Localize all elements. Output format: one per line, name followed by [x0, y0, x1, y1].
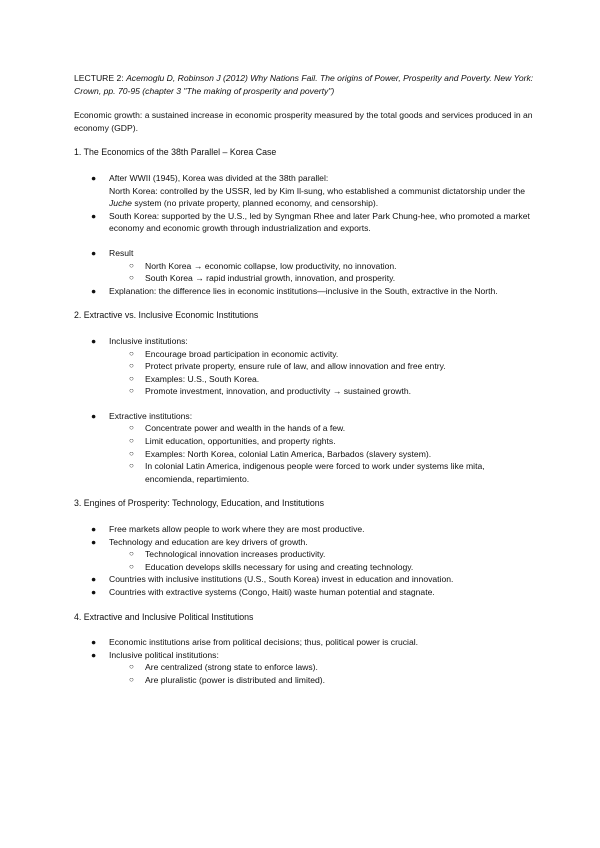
tech-education-text: Technology and education are key drivers of growth. [109, 536, 308, 547]
sub-bullet-icon: ○ [129, 662, 134, 672]
section-3-title: 3. Engines of Prosperity: Technology, Education, and Institutions [74, 498, 325, 509]
sub-bullet-icon: ○ [129, 461, 134, 471]
section-2-extractive-list [74, 410, 534, 486]
free-markets-text: Free markets allow people to work where they are most productive. [109, 524, 365, 535]
sub-bullet-icon: ○ [129, 273, 134, 283]
list-item [74, 460, 534, 485]
list-item [74, 661, 534, 674]
bullet-icon: ● [91, 410, 97, 421]
explanation-text: Explanation: the difference lies in economic institutions—inclusive in the South, extractive in the North. [109, 285, 498, 296]
north-korea-text-a: North Korea: controlled by the USSR, led by Kim Il-sung, who established a communist dictatorship under the [109, 185, 526, 196]
bullet-icon: ● [91, 335, 97, 346]
list-item [74, 172, 534, 210]
inclusive-item: Examples: U.S., South Korea. [145, 373, 260, 384]
section-1-result-list [74, 247, 534, 297]
list-item [74, 335, 534, 348]
list-item [74, 385, 534, 398]
extractive-countries-text: Countries with extractive systems (Congo, Haiti) waste human potential and stagnate. [109, 587, 435, 597]
sub-bullet-icon: ○ [129, 361, 134, 371]
inclusive-label: Inclusive institutions: [109, 335, 188, 346]
bullet-icon: ● [91, 172, 97, 183]
sub-bullet-icon: ○ [129, 561, 134, 571]
bullet-icon: ● [91, 210, 97, 221]
juche-term: Juche [109, 198, 132, 209]
sub-bullet-icon: ○ [129, 436, 134, 446]
north-korea-text [109, 185, 534, 210]
bullet-icon: ● [91, 524, 97, 535]
bullet-icon: ● [91, 649, 97, 660]
bullet-icon: ● [91, 574, 97, 585]
list-item [74, 674, 534, 687]
list-item [74, 636, 534, 649]
list-item [74, 210, 534, 235]
bullet-icon: ● [91, 637, 97, 648]
pluralistic-item: Are pluralistic (power is distributed and limited). [145, 674, 326, 685]
sub-bullet-icon: ○ [129, 260, 134, 270]
extractive-item: Examples: North Korea, colonial Latin America, Barbados (slavery system). [145, 448, 432, 459]
list-item [74, 272, 534, 285]
inclusive-political-label: Inclusive political institutions: [109, 649, 219, 660]
list-item [74, 373, 534, 386]
lecture-label: LECTURE 2: [74, 73, 127, 83]
sub-bullet-icon: ○ [129, 549, 134, 559]
section-1-list [74, 172, 534, 235]
sub-bullet-icon: ○ [129, 348, 134, 358]
bullet-icon: ● [91, 587, 97, 597]
list-item [74, 410, 534, 423]
section-1-title: 1. The Economics of the 38th Parallel – Korea Case [74, 147, 277, 158]
sub-bullet-icon: ○ [129, 448, 134, 458]
inclusive-item: Encourage broad participation in economic activity. [145, 348, 339, 359]
north-korea-text-b: system (no private property, planned economy, and censorship). [131, 198, 379, 209]
list-item [74, 285, 534, 298]
list-item [74, 435, 534, 448]
list-item [74, 586, 534, 599]
extractive-label: Extractive institutions: [109, 410, 193, 421]
sub-bullet-icon: ○ [129, 373, 134, 383]
intro-paragraph: Economic growth: a sustained increase in economic prosperity measured by the total goods and services produced in an economy (GDP). [74, 110, 533, 133]
list-item [74, 348, 534, 361]
lecture-citation: Acemoglu D, Robinson J (2012) Why Nations Fail. The origins of Power, Prosperity and Poverty. New York: Crown, pp. 70-95 (chapter 3 "The making of prosperity and poverty") [74, 73, 534, 96]
section-4-list [74, 636, 534, 686]
result-north-text: North Korea → economic collapse, low productivity, no innovation. [145, 260, 397, 271]
section-2-title: 2. Extractive vs. Inclusive Economic Institutions [74, 310, 259, 321]
education-item: Education develops skills necessary for using and creating technology. [145, 561, 414, 572]
sub-bullet-icon: ○ [129, 386, 134, 396]
result-south-text: South Korea → rapid industrial growth, innovation, and prosperity. [145, 273, 396, 284]
section-3-list [74, 523, 534, 599]
list-item [74, 422, 534, 435]
political-decisions-text: Economic institutions arise from political decisions; thus, political power is crucial. [109, 637, 419, 648]
extractive-item: Concentrate power and wealth in the hands of a few. [145, 423, 346, 434]
bullet-icon: ● [91, 247, 97, 258]
inclusive-countries-text: Countries with inclusive institutions (U.S., South Korea) invest in education and innovation. [109, 574, 454, 585]
south-korea-text: South Korea: supported by the U.S., led by Syngman Rhee and later Park Chung-hee, who promoted a market economy and economic growth through industrialization and exports. [109, 210, 530, 234]
list-item [74, 548, 534, 561]
list-item [74, 360, 534, 373]
sub-bullet-icon: ○ [129, 423, 134, 433]
list-item [74, 523, 534, 536]
list-item [74, 448, 534, 461]
inclusive-item: Promote investment, innovation, and productivity → sustained growth. [145, 386, 412, 397]
list-item [74, 536, 534, 549]
extractive-item: In colonial Latin America, indigenous people were forced to work under systems like mita, encomienda, repartimiento. [145, 461, 485, 484]
bullet-icon: ● [91, 536, 97, 547]
korea-division-text: After WWII (1945), Korea was divided at the 38th parallel: [109, 172, 329, 183]
lecture-header [74, 72, 534, 97]
extractive-item: Limit education, opportunities, and property rights. [145, 436, 336, 447]
centralized-item: Are centralized (strong state to enforce laws). [145, 662, 318, 673]
document-body [74, 72, 534, 687]
list-item [74, 573, 534, 586]
list-item [74, 649, 534, 662]
inclusive-item: Protect private property, ensure rule of law, and allow innovation and free entry. [145, 361, 446, 372]
list-item [74, 561, 534, 574]
bullet-icon: ● [91, 285, 97, 296]
result-label: Result [109, 247, 134, 258]
section-4-title: 4. Extractive and Inclusive Political Institutions [74, 611, 254, 622]
list-item [74, 260, 534, 273]
sub-bullet-icon: ○ [129, 674, 134, 684]
list-item [74, 247, 534, 260]
section-2-inclusive-list [74, 335, 534, 398]
tech-item: Technological innovation increases productivity. [145, 549, 326, 560]
